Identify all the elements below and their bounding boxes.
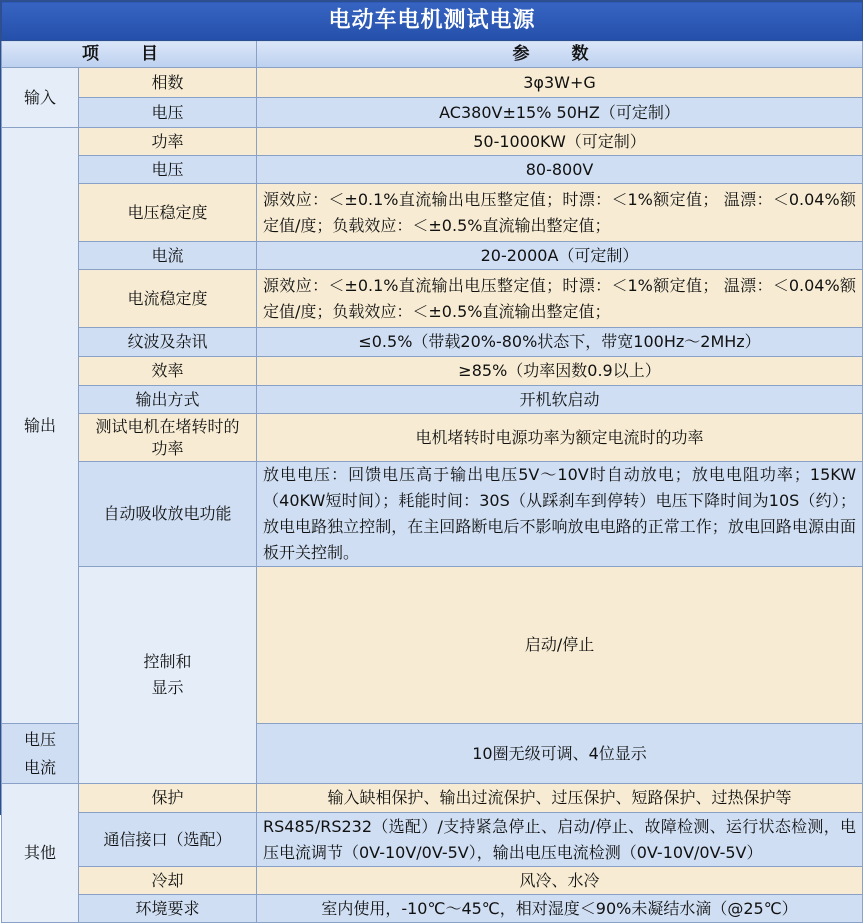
item-value: 3φ3W+G: [257, 68, 863, 98]
item-label-line: 功率: [151, 438, 184, 458]
item-label: 效率: [79, 357, 257, 386]
item-value: 源效应：＜±0.1%直流输出电压整定值；时漂：＜1%额定值； 温漂：＜0.04%额定值/度；负载效应：＜±0.5%直流输出整定值；: [257, 184, 863, 242]
item-value: 80-800V: [257, 156, 863, 184]
item-value: ≥85%（功率因数0.9以上）: [257, 357, 863, 386]
item-label: 电流稳定度: [79, 270, 257, 328]
item-label-line: 测试电机在堵转时的: [95, 416, 240, 436]
item-value: 源效应：＜±0.1%直流输出电压整定值；时漂：＜1%额定值； 温漂：＜0.04%额定值/度；负载效应：＜±0.5%直流输出整定值；: [257, 270, 863, 328]
item-value: 10圈无级可调、4位显示: [257, 724, 863, 784]
item-label: 电压: [79, 156, 257, 184]
category-control-display: [79, 567, 257, 784]
category-input: 输入: [2, 68, 79, 128]
item-label: 纹波及杂讯: [79, 328, 257, 357]
item-label: 冷却: [79, 867, 257, 895]
header-item: 项 目: [2, 41, 257, 68]
item-value: 风冷、水冷: [257, 867, 863, 895]
item-value: 50-1000KW（可定制）: [257, 128, 863, 156]
item-label: 电压稳定度: [79, 184, 257, 242]
item-value: 室内使用，-10℃～45℃，相对湿度＜90%未凝结水滴（@25℃）: [257, 895, 863, 923]
item-label-line: 电压: [23, 729, 56, 749]
item-value: 开机软启动: [257, 386, 863, 414]
item-value: 20-2000A（可定制）: [257, 242, 863, 270]
category-other: 其他: [2, 784, 79, 923]
item-label: 自动吸收放电功能: [79, 462, 257, 567]
item-label: 启动/停止: [257, 567, 863, 724]
table-title: 电动车电机测试电源: [2, 2, 863, 41]
item-value: ≤0.5%（带载20%-80%状态下，带宽100Hz～2MHz）: [257, 328, 863, 357]
item-value: RS485/RS232（选配）/支持紧急停止、启动/停止、故障检测、运行状态检测，电压电流调节（0V-10V/0V-5V），输出电压电流检测（0V-10V/0V-5V）: [257, 813, 863, 867]
item-label: 电流: [79, 242, 257, 270]
item-label-line: 电流: [23, 757, 56, 777]
category-line: 显示: [151, 678, 184, 697]
item-label: 保护: [79, 784, 257, 813]
item-label: 功率: [79, 128, 257, 156]
item-label: 相数: [79, 68, 257, 98]
category-line: 控制和: [143, 652, 192, 671]
item-label: 通信接口（选配）: [79, 813, 257, 867]
item-value: AC380V±15% 50HZ（可定制）: [257, 98, 863, 128]
item-label: 输出方式: [79, 386, 257, 414]
item-label: [79, 414, 257, 462]
item-label: 电压: [79, 98, 257, 128]
item-label: 环境要求: [79, 895, 257, 923]
item-value: 电机堵转时电源功率为额定电流时的功率: [257, 414, 863, 462]
item-value: 输入缺相保护、输出过流保护、过压保护、短路保护、过热保护等: [257, 784, 863, 813]
item-label: [2, 724, 79, 784]
spec-table: [1, 1, 863, 923]
item-value: 放电电压：回馈电压高于输出电压5V～10V时自动放电；放电电阻功率；15KW（40KW短时间）；耗能时间：30S（从踩刹车到停转）电压下降时间为10S（约）；放电电路独立控制，在主回路断电后不影响放电电路的正常工作；放电回路电源由面板开关控制。: [257, 462, 863, 567]
category-output: 输出: [2, 128, 79, 724]
header-param: 参 数: [257, 41, 863, 68]
